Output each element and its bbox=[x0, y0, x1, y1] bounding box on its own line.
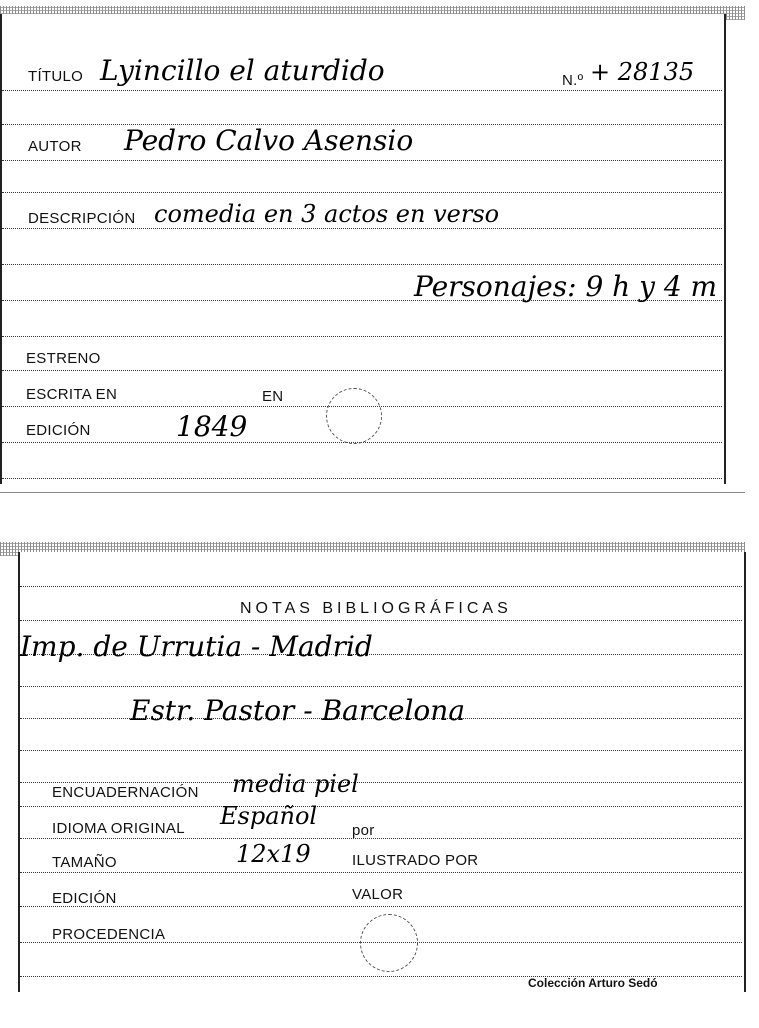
valor-label: VALOR bbox=[352, 886, 404, 903]
en-label: EN bbox=[262, 388, 284, 405]
ruled-line bbox=[2, 370, 722, 371]
ruled-line bbox=[2, 160, 722, 161]
ruled-line bbox=[20, 750, 742, 751]
personajes-value: Personajes: 9 h y 4 m bbox=[414, 270, 718, 303]
descripcion-label: DESCRIPCIÓN bbox=[28, 210, 136, 227]
encuadernacion-value: media piel bbox=[232, 770, 359, 798]
ruled-line bbox=[20, 838, 742, 839]
estreno-label: ESTRENO bbox=[26, 350, 101, 367]
tamano-label: TAMAÑO bbox=[52, 854, 117, 871]
edicion-value: 1849 bbox=[176, 410, 248, 443]
card-separator bbox=[0, 492, 745, 493]
idioma-value: Español bbox=[220, 802, 318, 830]
notas-bibliograficas-title: NOTAS BIBLIOGRÁFICAS bbox=[240, 600, 512, 617]
punch-hole bbox=[326, 388, 382, 444]
escrita-en-label: ESCRITA EN bbox=[26, 386, 118, 403]
ruled-line bbox=[2, 336, 722, 337]
tamano-value: 12x19 bbox=[236, 840, 311, 868]
numero-value: + 28135 bbox=[590, 58, 695, 86]
numero-label: N.º bbox=[562, 72, 584, 89]
ruled-line bbox=[20, 806, 742, 807]
encuadernacion-label: ENCUADERNACIÓN bbox=[52, 784, 199, 801]
autor-label: AUTOR bbox=[28, 138, 82, 155]
ruled-line bbox=[20, 620, 742, 621]
por-label: por bbox=[352, 822, 375, 839]
ruled-line bbox=[20, 586, 742, 587]
edicion-label: EDICIÓN bbox=[26, 422, 91, 439]
ruled-line bbox=[20, 872, 742, 873]
titulo-label: TÍTULO bbox=[28, 68, 84, 85]
autor-value: Pedro Calvo Asensio bbox=[124, 124, 414, 157]
ruled-line bbox=[2, 264, 722, 265]
edicion-bottom-label: EDICIÓN bbox=[52, 890, 117, 907]
ilustrado-label: ILUSTRADO POR bbox=[352, 852, 479, 869]
ruled-line bbox=[2, 228, 722, 229]
ruled-line bbox=[2, 192, 722, 193]
punch-hole bbox=[360, 914, 418, 972]
ruled-line bbox=[20, 686, 742, 687]
descripcion-value: comedia en 3 actos en verso bbox=[154, 200, 500, 228]
ruled-line bbox=[20, 906, 742, 907]
coleccion-footer: Colección Arturo Sedó bbox=[528, 976, 658, 990]
ruled-line bbox=[2, 90, 722, 91]
nota-establecimiento: Estr. Pastor - Barcelona bbox=[130, 694, 466, 727]
idioma-label: IDIOMA ORIGINAL bbox=[52, 820, 185, 837]
ruled-line bbox=[2, 478, 722, 479]
titulo-value: Lyincillo el aturdido bbox=[100, 54, 385, 87]
nota-imprenta: Imp. de Urrutia - Madrid bbox=[20, 630, 373, 663]
procedencia-label: PROCEDENCIA bbox=[52, 926, 166, 943]
ruled-line bbox=[20, 782, 742, 783]
